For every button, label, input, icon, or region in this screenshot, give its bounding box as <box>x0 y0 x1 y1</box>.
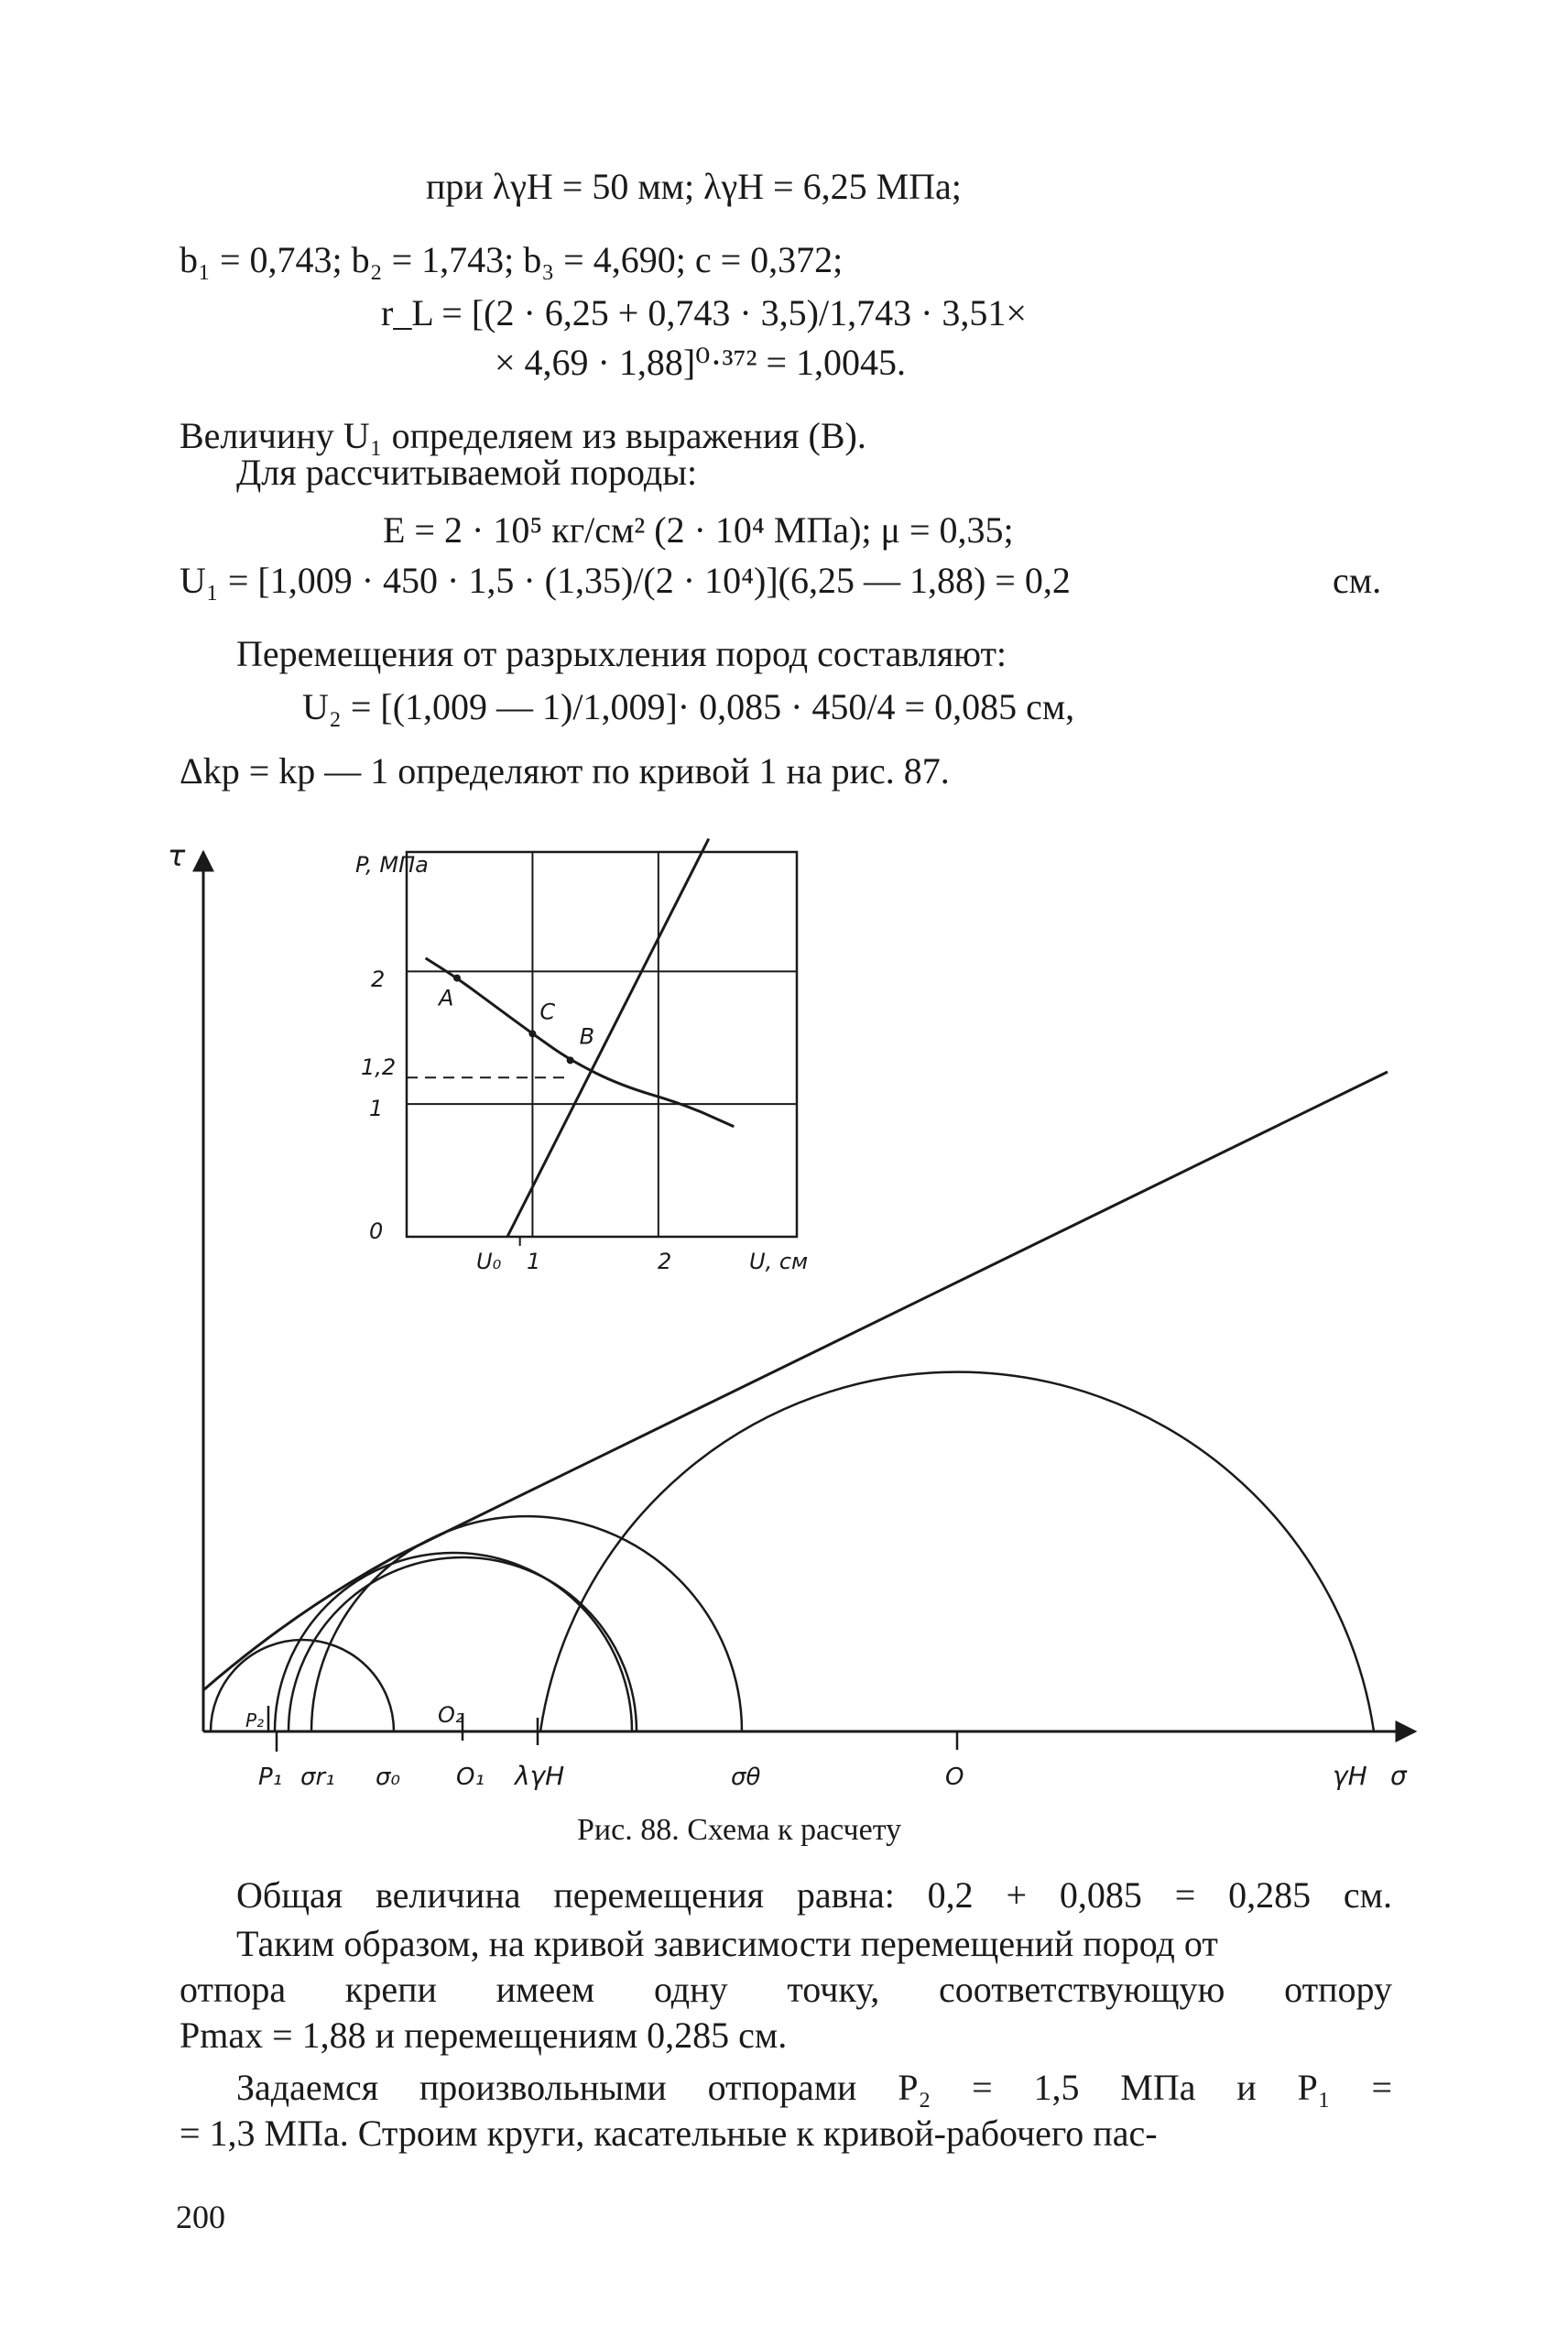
label-sigma: σ <box>1390 1761 1407 1791</box>
label-o2: O₂ <box>438 1702 464 1728</box>
inset-x-tick-2: 2 <box>658 1249 672 1274</box>
formula-line-8-unit: см. <box>1333 560 1382 601</box>
text-bottom-line-3: отпора крепи имеем одну точку, соответствующую отпору <box>180 1969 1392 2010</box>
text-line-11: Δkр = kр — 1 определяют по кривой 1 на рис. 87. <box>180 750 950 792</box>
inset-point-A <box>453 975 461 982</box>
mohr-circle-4 <box>311 1516 742 1731</box>
formula-line-7: E = 2 · 10⁵ кг/см² (2 · 10⁴ МПа); μ = 0,35; <box>383 509 1014 551</box>
formula-line-10: U₂ = [(1,009 — 1)/1,009]· 0,085 · 450/4 = 0,085 см, <box>302 686 1075 727</box>
inset-y-tick-1: 1 <box>369 1096 384 1121</box>
mohr-circle-1 <box>211 1640 394 1731</box>
text-line-9: Перемещения от разрыхления пород составляют: <box>236 633 1007 674</box>
text-bottom-line-6: = 1,3 МПа. Строим круги, касательные к кривой-рабочего пас- <box>180 2113 1158 2154</box>
formula-line-2: b₁ = 0,743; b₂ = 1,743; b₃ = 4,690; c = 0,372; <box>180 239 844 280</box>
label-p1: P₁ <box>258 1764 283 1791</box>
text-line-5: Величину U₁ определяем из выражения (В). <box>180 415 866 456</box>
label-p2: P₂ <box>245 1709 265 1731</box>
label-o1: O₁ <box>456 1764 485 1791</box>
label-lambda-gamma-h: λγH <box>515 1761 565 1791</box>
inset-y-tick-1-2: 1,2 <box>361 1054 397 1080</box>
inset-point-label-B: B <box>579 1023 595 1050</box>
label-gamma-h: γH <box>1333 1761 1367 1791</box>
inset-point-label-A: A <box>438 985 454 1011</box>
formula-line-4: × 4,69 · 1,88]⁰·³⁷² = 1,0045. <box>495 342 907 383</box>
formula-line-1: при λγH = 50 мм; λγH = 6,25 МПа; <box>426 166 962 207</box>
figure-caption: Рис. 88. Схема к расчету <box>577 1813 902 1847</box>
formula-line-3: r_L = [(2 · 6,25 + 0,743 · 3,5)/1,743 · 3,51× <box>381 292 1027 333</box>
page-number: 200 <box>176 2199 225 2235</box>
text-bottom-line-5: Задаемся произвольными отпорами P₂ = 1,5 МПа и P₁ = <box>236 2067 1392 2108</box>
label-sigma-0: σ₀ <box>376 1764 400 1791</box>
text-bottom-line-1: Общая величина перемещения равна: 0,2 + 0,085 = 0,285 см. <box>236 1874 1392 1916</box>
inset-x-axis-label: U, см <box>749 1249 809 1274</box>
text-line-6: Для рассчитываемой породы: <box>236 452 698 493</box>
inset-x-tick-1: 1 <box>527 1249 541 1274</box>
label-sigma-r1: σr₁ <box>300 1764 335 1791</box>
tau-label: τ <box>168 838 186 873</box>
inset-point-C <box>528 1030 536 1037</box>
inset-y-tick-0: 0 <box>369 1218 384 1244</box>
inset-point-label-C: C <box>539 999 556 1025</box>
formula-line-8: U₁ = [1,009 · 450 · 1,5 · (1,35)/(2 · 10⁴)](6,25 — 1,88) = 0,2 <box>180 560 1071 601</box>
inset-y-tick-2: 2 <box>371 966 386 992</box>
inset-frame <box>407 852 797 1237</box>
label-sigma-theta: σθ <box>731 1764 761 1791</box>
inset-x-tick-u0: U₀ <box>476 1249 502 1274</box>
label-o: O <box>945 1764 964 1791</box>
inset-chart <box>355 839 808 1274</box>
inset-y-axis-label: P, МПа <box>355 852 429 878</box>
text-bottom-line-4: Pmax = 1,88 и перемещениям 0,285 см. <box>180 2015 788 2056</box>
inset-point-B <box>567 1056 574 1064</box>
text-bottom-line-2: Таким образом, на кривой зависимости перемещений пород от <box>236 1923 1218 1964</box>
